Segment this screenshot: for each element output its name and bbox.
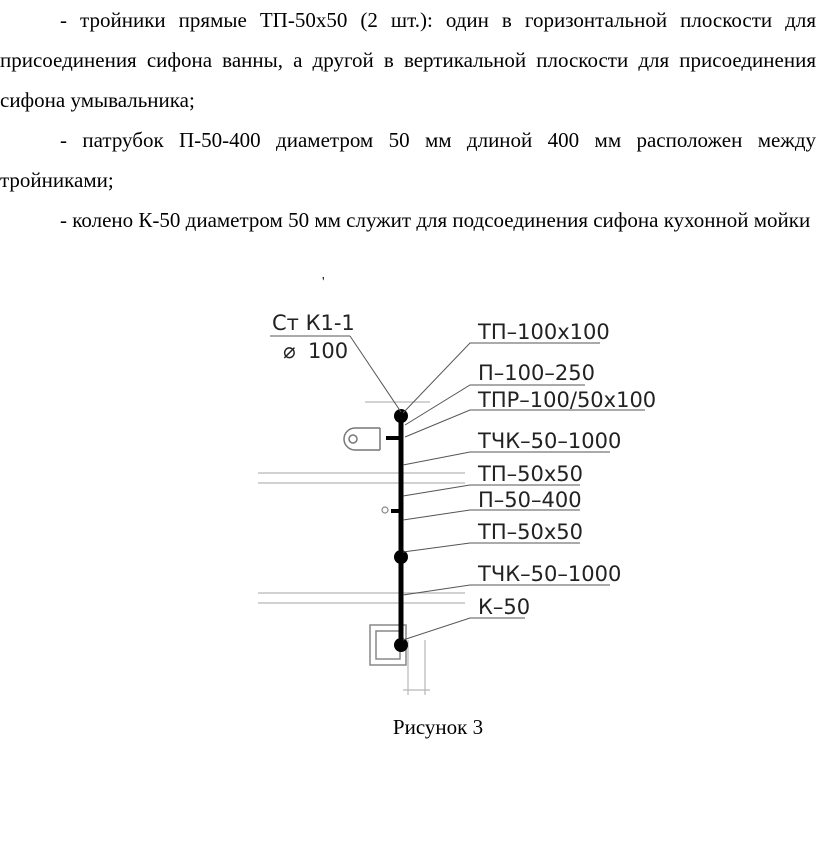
diameter-value: 100	[308, 339, 349, 363]
riser-label: Ст К1-1	[272, 311, 355, 335]
bath-trap-mark	[382, 507, 388, 513]
label-tpr-100-50x100: ТПР–100/50х100	[478, 388, 657, 412]
label-k-50: К–50	[478, 595, 531, 619]
label-tchk-50-1000-upper: ТЧК–50–1000	[478, 429, 622, 453]
label-tp-50x50-lower: ТП–50х50	[478, 520, 583, 544]
label-tp-100x100: ТП–100х100	[478, 320, 610, 344]
paragraph-pipe-text: - патрубок П-50-400 диаметром 50 мм длиной 400 мм расположен между тройниками;	[0, 128, 816, 192]
diameter-symbol: ⌀	[283, 339, 296, 363]
fitting-dot-top	[394, 409, 408, 423]
basin-fixture	[344, 428, 380, 450]
paragraph-tees-text: - тройники прямые ТП-50х50 (2 шт.): один в горизонтальной плоскости для присоединения сифона ванны, а другой в вертикальной плоскости для присоединения сифона умывальника;	[0, 8, 816, 112]
paragraph-elbow-text: - колено К-50 диаметром 50 мм служит для подсоединения сифона кухонной мойки	[60, 208, 811, 232]
label-p-50-400: П–50–400	[478, 488, 582, 512]
leader-tp-50x50-lower	[403, 543, 580, 552]
basin-drain	[349, 435, 357, 443]
background-structure	[258, 402, 465, 695]
stray-mark: '	[322, 275, 325, 290]
leader-k-50	[403, 618, 525, 640]
riser-label-leader	[350, 336, 401, 412]
label-tp-50x50-upper: ТП–50х50	[478, 462, 583, 486]
label-tchk-50-1000-lower: ТЧК–50–1000	[478, 562, 622, 586]
figure-caption: Рисунок 3	[392, 715, 484, 739]
label-p-100-250: П–100–250	[478, 361, 595, 385]
fitting-dot-bottom	[394, 638, 408, 652]
